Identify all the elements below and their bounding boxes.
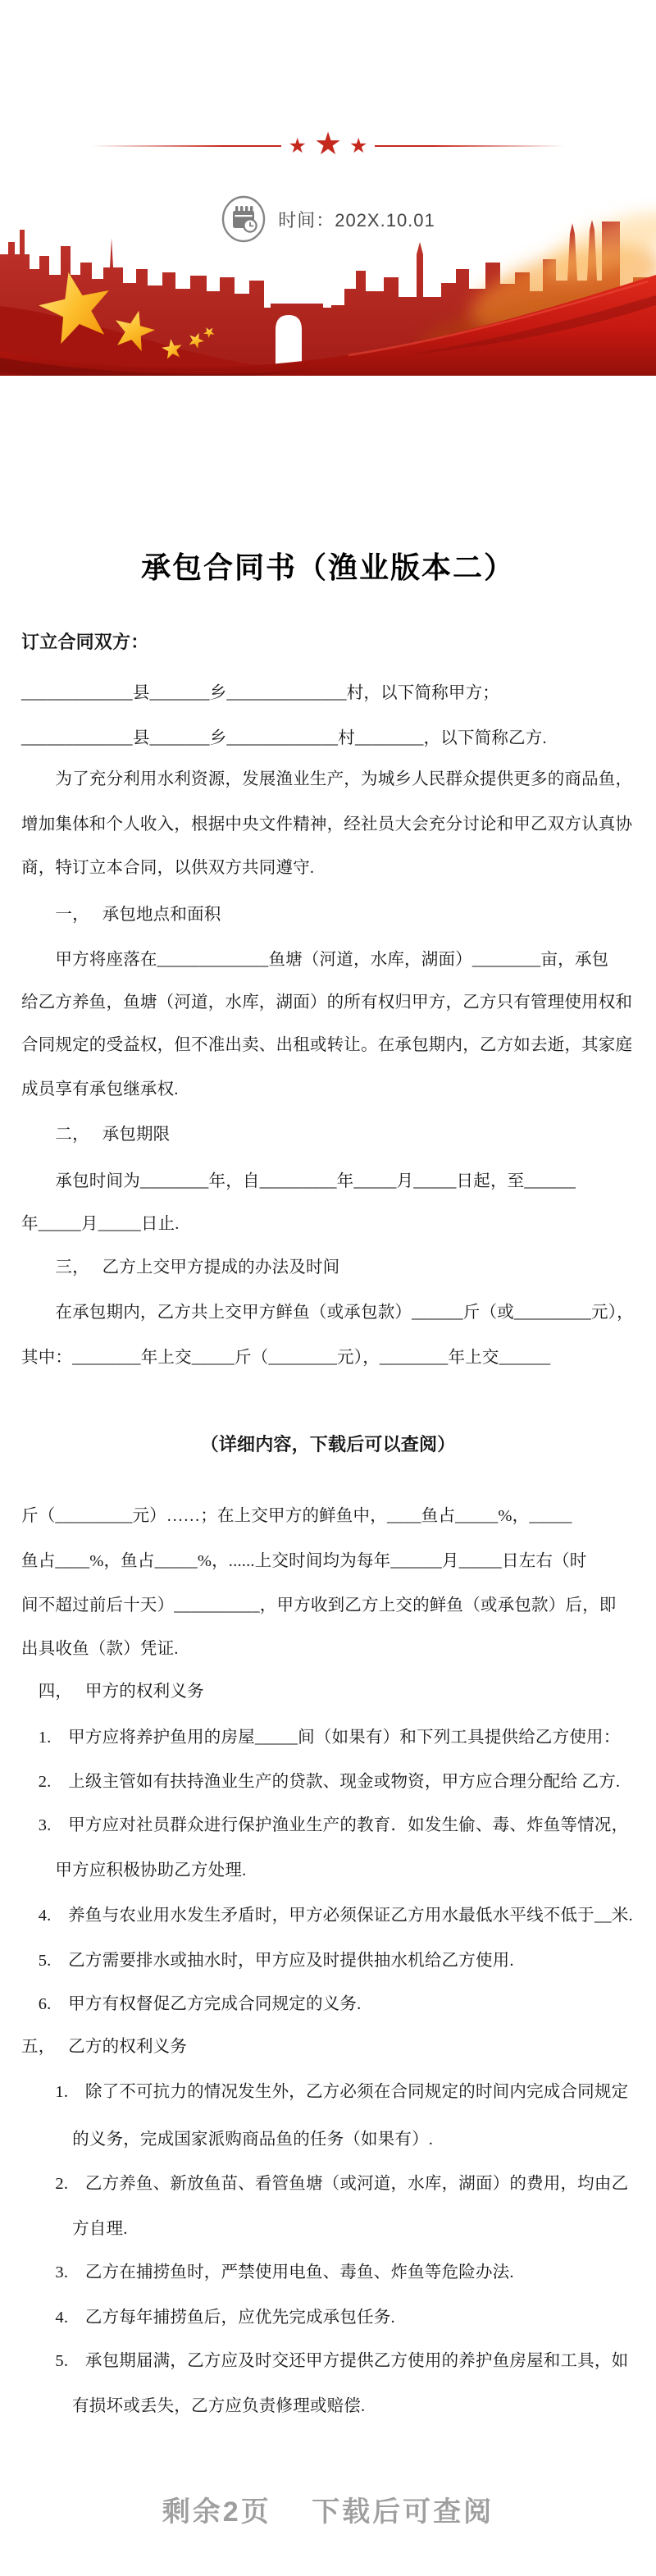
doc-line: 2. 乙方养鱼、新放鱼苗、看管鱼塘（或河道，水库，湖面）的费用，均由乙 bbox=[21, 2175, 629, 2193]
doc-line: （详细内容，下载后可以查阅） bbox=[200, 1434, 456, 1455]
star-icon: ★ bbox=[349, 134, 368, 158]
doc-line: 合同规定的受益权，但不准出卖、出租或转让。在承包期内，乙方如去逝，其家庭 bbox=[21, 1036, 633, 1054]
doc-line: 鱼占____%，鱼占_____%，......上交时间均为每年______月_____日左右（时 bbox=[21, 1552, 587, 1570]
doc-line: 3. 乙方在捕捞鱼时，严禁使用电鱼、毒鱼、炸鱼等危险办法. bbox=[21, 2263, 514, 2281]
doc-line: _____________县_______乡_____________村________，以下简称乙方. bbox=[21, 729, 547, 747]
doc-line: 方自理. bbox=[21, 2220, 128, 2238]
doc-line: 年_____月_____日止. bbox=[21, 1215, 180, 1233]
doc-line: 间不超过前后十天）__________，甲方收到乙方上交的鲜鱼（或承包款）后，即 bbox=[21, 1596, 617, 1615]
doc-line: 为了充分利用水利资源，发展渔业生产，为城乡人民群众提供更多的商品鱼， bbox=[21, 770, 633, 788]
doc-line: 四， 甲方的权利义务 bbox=[21, 1683, 204, 1701]
doc-line: 甲方将座落在_____________鱼塘（河道，水库，湖面）________亩，承包 bbox=[21, 951, 609, 969]
doc-line: 在承包期内，乙方共上交甲方鲜鱼（或承包款）______斤（或_________元）， bbox=[21, 1304, 634, 1322]
doc-line: 增加集体和个人收入，根据中央文件精神，经社员大会充分讨论和甲乙双方认真协 bbox=[21, 815, 633, 834]
doc-line: 订立合同双方： bbox=[21, 632, 149, 652]
doc-line: 4. 乙方每年捕捞鱼后，应优先完成承包任务. bbox=[21, 2309, 395, 2327]
doc-line: 甲方应积极协助乙方处理. bbox=[21, 1861, 247, 1879]
doc-line: 一， 承包地点和面积 bbox=[21, 906, 221, 924]
doc-line: 二， 承包期限 bbox=[21, 1126, 171, 1144]
date-label: 时间：202X.10.01 bbox=[278, 209, 435, 231]
page-title: 承包合同书（渔业版本二） bbox=[140, 550, 515, 584]
doc-line: 2. 上级主管如有扶持渔业生产的贷款、现金或物资，甲方应合理分配给 乙方. bbox=[21, 1773, 621, 1791]
doc-line: 其中：________年上交_____斤（________元），________年上交______ bbox=[21, 1349, 551, 1367]
doc-line: 1. 除了不可抗力的情况发生外，乙方必须在合同规定的时间内完成合同规定 bbox=[21, 2083, 629, 2101]
divider-line-right bbox=[375, 145, 565, 147]
doc-line: 三， 乙方上交甲方提成的办法及时间 bbox=[21, 1258, 340, 1277]
remaining-pages-notice: 剩余2页 下载后可查阅 bbox=[162, 2496, 494, 2528]
doc-line: _____________县_______乡______________村，以下简称甲方； bbox=[21, 684, 499, 702]
doc-line: 1. 甲方应将养护鱼用的房屋_____间（如果有）和下列工具提供给乙方使用： bbox=[21, 1729, 621, 1747]
doc-line: 承包时间为________年，自_________年_____月_____日起，至______ bbox=[21, 1172, 576, 1190]
doc-line: 有损坏或丢失，乙方应负责修理或赔偿. bbox=[21, 2397, 366, 2415]
star-icon: ★ bbox=[313, 127, 343, 162]
doc-line: 五， 乙方的权利义务 bbox=[21, 2038, 188, 2056]
doc-line: 5. 乙方需要排水或抽水时，甲方应及时提供抽水机给乙方使用. bbox=[21, 1952, 514, 1970]
doc-line: 斤（_________元）……；在上交甲方的鲜鱼中，____鱼占_____%，_____ bbox=[21, 1507, 572, 1525]
doc-line: 出具收鱼（款）凭证. bbox=[21, 1640, 179, 1658]
star-icon: ★ bbox=[288, 134, 307, 158]
doc-line: 3. 甲方应对社员群众进行保护渔业生产的教育．如发生偷、毒、炸鱼等情况， bbox=[21, 1816, 629, 1834]
doc-line: 商，特订立本合同，以供双方共同遵守. bbox=[21, 859, 315, 877]
doc-line: 4. 养鱼与农业用水发生矛盾时，甲方必须保证乙方用水最低水平线不低于__米. bbox=[21, 1907, 633, 1925]
doc-line: 5. 承包期届满，乙方应及时交还甲方提供乙方使用的养护鱼房屋和工具，如 bbox=[21, 2352, 629, 2370]
divider-line-left bbox=[91, 145, 281, 147]
banner-illustration bbox=[0, 197, 656, 376]
doc-line: 的义务，完成国家派购商品鱼的任务（如果有）. bbox=[21, 2131, 434, 2149]
star-divider bbox=[0, 128, 656, 164]
doc-line: 成员享有承包继承权. bbox=[21, 1080, 179, 1098]
doc-line: 6. 甲方有权督促乙方完成合同规定的义务. bbox=[21, 1995, 362, 2013]
doc-line: 给乙方养鱼，鱼塘（河道，水库，湖面）的所有权归甲方，乙方只有管理使用权和 bbox=[21, 993, 633, 1012]
